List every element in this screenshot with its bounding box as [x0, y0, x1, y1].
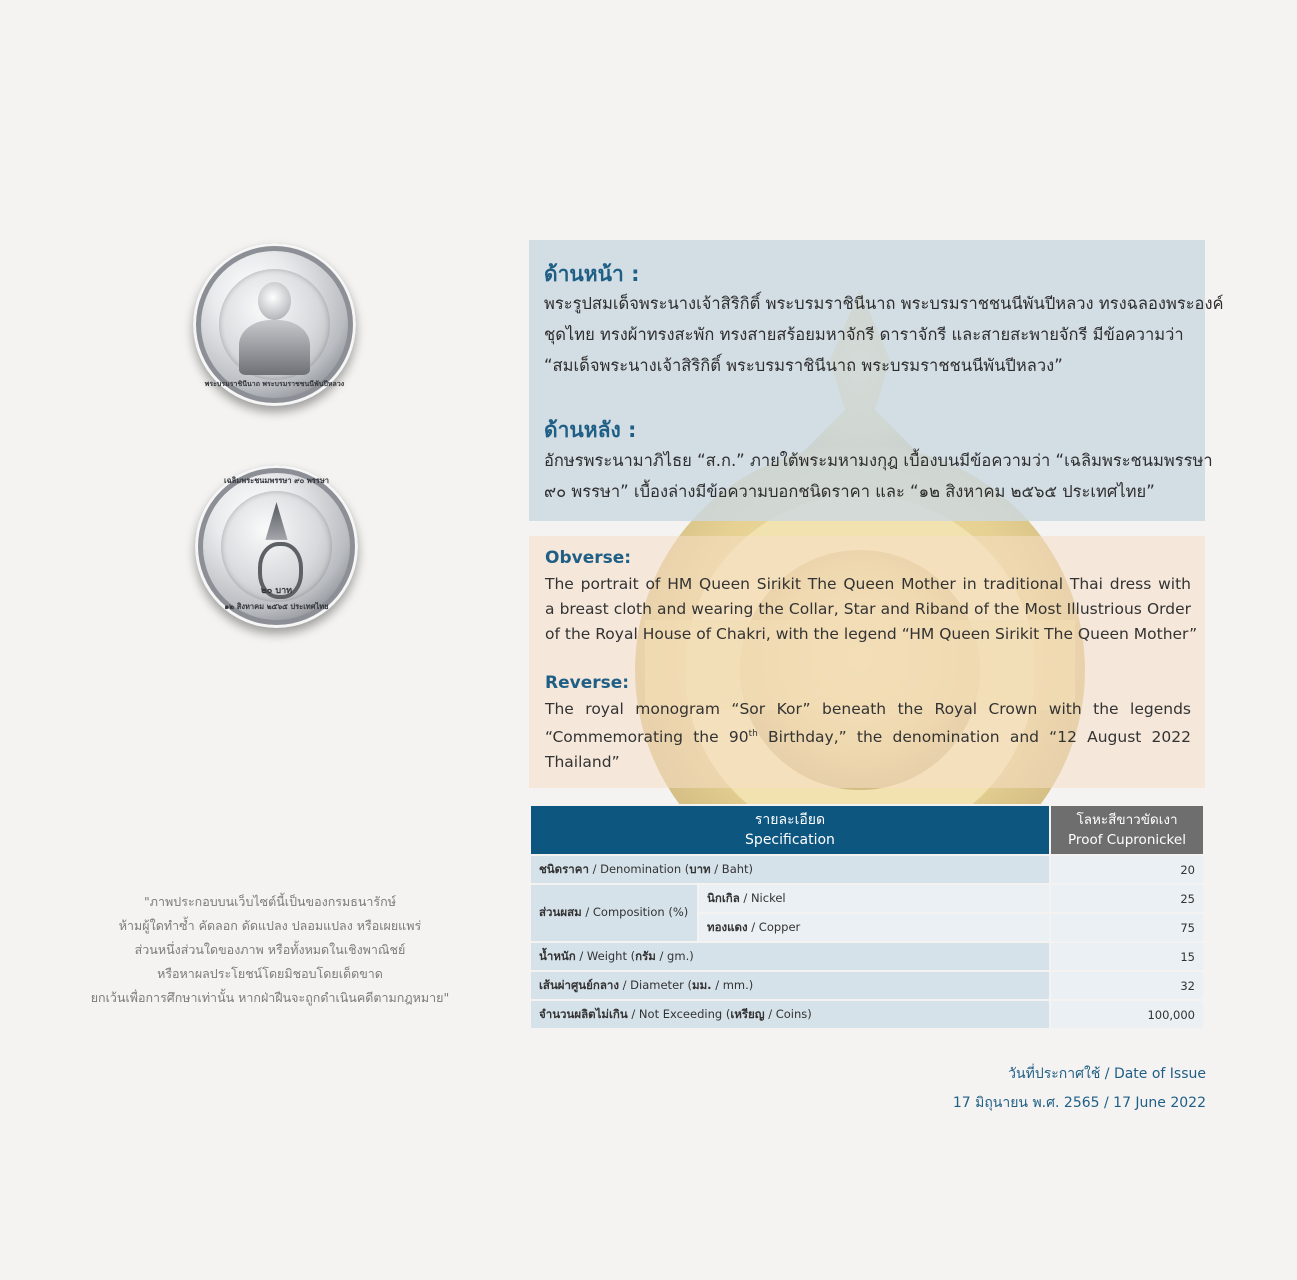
obverse-line: of the Royal House of Chakri, with the legend “HM Queen Sirikit The Queen Mother”: [545, 625, 1198, 643]
label-th: ส่วนผสม: [539, 905, 582, 919]
obverse-heading: Obverse:: [545, 548, 632, 568]
disclaimer-line: หรือหาผลประโยชน์โดยมิชอบโดยเด็ดขาด: [157, 966, 383, 981]
spec-header: [530, 805, 1050, 855]
weight-label: [530, 942, 1050, 971]
table-row-mintage: [530, 1000, 1204, 1029]
diameter-label: [530, 971, 1050, 1000]
reverse-line-part: “Commemorating the 90: [545, 728, 749, 747]
front-heading: ด้านหน้า :: [544, 262, 640, 286]
mintage-value: 100,000: [1050, 1000, 1204, 1029]
unit-en: / Coins): [764, 1006, 812, 1021]
unit-en: / gm.): [655, 948, 694, 963]
coin-reverse-image: [195, 465, 358, 628]
label-th: เส้นผ่าศูนย์กลาง: [539, 977, 619, 992]
metal-header-en: Proof Cupronickel: [1068, 832, 1186, 848]
unit-th: มม.: [692, 977, 712, 992]
back-line: อักษรพระนามาภิไธย “ส.ก.” ภายใต้พระมหามงกุฎ เบื้องบนมีข้อความว่า “เฉลิมพระชนมพรรษา: [544, 451, 1213, 470]
metal-header: [1050, 805, 1204, 855]
unit-en: / mm.): [711, 977, 754, 992]
back-heading: ด้านหลัง :: [544, 418, 637, 442]
coin-obverse-face: [219, 269, 330, 380]
english-description-panel: [529, 536, 1205, 788]
label-th: ชนิดราคา: [539, 861, 589, 876]
front-line: “สมเด็จพระนางเจ้าสิริกิติ์ พระบรมราชินีนาถ พระบรมราชชนนีพันปีหลวง”: [544, 356, 1063, 375]
coin-reverse-denomination: ๒๐ บาท: [260, 586, 293, 596]
unit-en: / Baht): [710, 861, 754, 876]
obverse-line: a breast cloth and wearing the Collar, Star and Riband of the Most Illustrious Order: [545, 600, 1191, 618]
coin-obverse-legend: พระบรมราชินีนาถ พระบรมราชชนนีพันปีหลวง: [204, 380, 345, 388]
diameter-value: 32: [1050, 971, 1204, 1000]
date-of-issue: [953, 1060, 1206, 1118]
reverse-line: The royal monogram “Sor Kor” beneath the Royal Crown with the legends: [545, 700, 1191, 718]
spec-header-en: Specification: [745, 832, 835, 848]
nickel-value: 25: [1050, 884, 1204, 913]
label-en: / Copper: [747, 919, 801, 934]
label-th: นิกเกิล: [707, 890, 740, 905]
label-en: / Diameter (: [619, 977, 693, 992]
table-row-diameter: [530, 971, 1204, 1000]
label-en: / Not Exceeding (: [627, 1006, 731, 1021]
reverse-line: Thailand”: [545, 753, 620, 772]
spec-header-th: รายละเอียด: [754, 812, 826, 828]
disclaimer-line: ห้ามผู้ใดทำซ้ำ คัดลอก ดัดแปลง ปลอมแปลง หรือเผยแพร่: [118, 918, 422, 933]
table-row-denomination: [530, 855, 1204, 884]
reverse-description: [545, 697, 1191, 775]
obverse-description: [545, 572, 1198, 647]
label-en: / Composition (%): [581, 905, 689, 919]
unit-th: เหรียญ: [730, 1006, 765, 1021]
copyright-disclaimer: [60, 890, 480, 1010]
reverse-line: [545, 722, 1191, 750]
label-en: / Denomination (: [588, 861, 690, 876]
mintage-label: [530, 1000, 1050, 1029]
denomination-value: 20: [1050, 855, 1204, 884]
portrait-body: [239, 320, 310, 375]
label-th: ทองแดง: [707, 919, 748, 934]
disclaimer-line: ส่วนหนึ่งส่วนใดของภาพ หรือทั้งหมดในเชิงพาณิชย์: [134, 942, 406, 957]
royal-crown-icon: [265, 502, 287, 540]
table-row-nickel: [530, 884, 1204, 913]
ordinal-suffix: th: [748, 729, 758, 739]
date-of-issue-value: 17 มิถุนายน พ.ศ. 2565 / 17 June 2022: [952, 1095, 1206, 1111]
reverse-line-part: Birthday,” the denomination and “12 August 2022: [757, 728, 1192, 747]
portrait-head: [258, 282, 291, 320]
composition-label: [530, 884, 698, 942]
denomination-label: [530, 855, 1050, 884]
unit-th: บาท: [689, 861, 711, 876]
disclaimer-line: "ภาพประกอบบนเว็บไซต์นี้เป็นของกรมธนารักษ์: [144, 894, 396, 909]
weight-value: 15: [1050, 942, 1204, 971]
coin-obverse-image: [193, 243, 356, 406]
unit-th: กรัม: [635, 948, 656, 963]
disclaimer-line: ยกเว้นเพื่อการศึกษาเท่านั้น หากฝ่าฝืนจะถูกดำเนินคดีตามกฎหมาย": [90, 990, 450, 1005]
copper-value: 75: [1050, 913, 1204, 942]
metal-header-th: โลหะสีขาวขัดเงา: [1076, 812, 1178, 828]
label-th: น้ำหนัก: [539, 948, 576, 963]
reverse-heading: Reverse:: [545, 673, 630, 693]
specification-table: [529, 804, 1205, 1030]
obverse-line: The portrait of HM Queen Sirikit The Queen Mother in traditional Thai dress with: [545, 575, 1191, 593]
date-of-issue-label: วันที่ประกาศใช้ / Date of Issue: [1008, 1066, 1206, 1082]
coin-reverse-top-legend: เฉลิมพระชนมพรรษา ๙๐ พรรษา: [224, 476, 329, 485]
back-line: ๙๐ พรรษา” เบื้องล่างมีข้อความบอกชนิดราคา และ “๑๒ สิงหาคม ๒๕๖๕ ประเทศไทย”: [544, 482, 1155, 501]
coin-reverse-bottom-legend: ๑๒ สิงหาคม ๒๕๖๕ ประเทศไทย: [224, 602, 329, 611]
label-en: / Weight (: [575, 948, 636, 963]
back-description: [544, 445, 1213, 507]
table-row-weight: [530, 942, 1204, 971]
front-line: ชุดไทย ทรงผ้าทรงสะพัก ทรงสายสร้อยมหาจักรี ดาราจักรี และสายสะพายจักรี มีข้อความว่า: [544, 325, 1184, 344]
front-line: พระรูปสมเด็จพระนางเจ้าสิริกิติ์ พระบรมราชินีนาถ พระบรมราชชนนีพันปีหลวง ทรงฉลองพระองค์: [544, 294, 1224, 313]
thai-description-panel: [529, 240, 1224, 521]
label-th: จำนวนผลิตไม่เกิน: [539, 1006, 628, 1021]
nickel-label: [698, 884, 1050, 913]
front-description: [544, 288, 1224, 381]
copper-label: [698, 913, 1050, 942]
label-en: / Nickel: [739, 890, 786, 905]
